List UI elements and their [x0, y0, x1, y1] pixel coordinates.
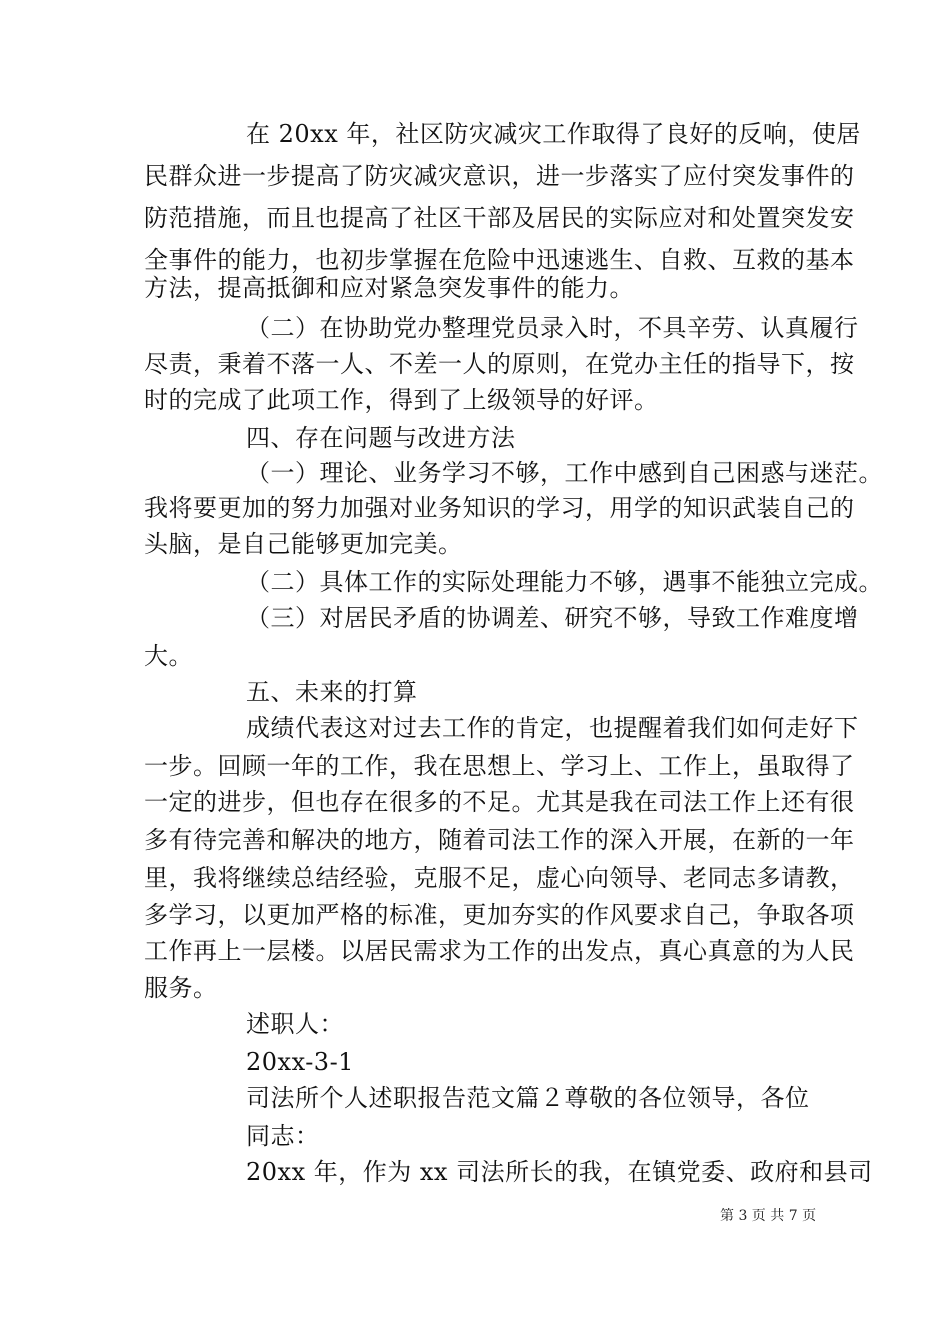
paragraph-line: 头脑，是自己能够更加完美。 — [144, 530, 463, 558]
paragraph-line: 一步。回顾一年的工作，我在思想上、学习上、工作上，虽取得了 — [144, 752, 855, 780]
paragraph-line: 尽责，秉着不落一人、不差一人的原则，在党办主任的指导下，按 — [144, 350, 855, 378]
paragraph-line: 多学习，以更加严格的标准，更加夯实的作风要求自己，争取各项 — [144, 901, 855, 929]
section-heading: 五、未来的打算 — [246, 678, 418, 706]
date-text: 20xx-3-1 — [246, 1048, 354, 1076]
signature-label: 述职人： — [246, 1010, 344, 1038]
paragraph-line: （二）具体工作的实际处理能力不够，遇事不能独立完成。 — [246, 568, 883, 596]
paragraph-line: 民群众进一步提高了防灾减灾意识，进一步落实了应付突发事件的 — [144, 162, 855, 190]
paragraph-line: 多有待完善和解决的地方，随着司法工作的深入开展，在新的一年 — [144, 826, 855, 854]
paragraph-line: 防范措施，而且也提高了社区干部及居民的实际应对和处置突发安 — [144, 204, 855, 232]
paragraph-line: 20xx 年，作为 xx 司法所长的我，在镇党委、政府和县司 — [246, 1158, 873, 1186]
paragraph-line: （二）在协助党办整理党员录入时，不具辛劳、认真履行 — [246, 314, 859, 342]
paragraph-line: 时的完成了此项工作，得到了上级领导的好评。 — [144, 386, 659, 414]
paragraph-line: 方法，提高抵御和应对紧急突发事件的能力。 — [144, 274, 634, 302]
paragraph-line: 里，我将继续总结经验，克服不足，虚心向领导、老同志多请教， — [144, 864, 855, 892]
paragraph-line: 一定的进步，但也存在很多的不足。尤其是我在司法工作上还有很 — [144, 788, 855, 816]
paragraph-line: 大。 — [144, 642, 193, 670]
paragraph-line: （三）对居民矛盾的协调差、研究不够，导致工作难度增 — [246, 604, 859, 632]
paragraph-line: （一）理论、业务学习不够，工作中感到自己困惑与迷茫。 — [246, 459, 883, 487]
paragraph-line: 工作再上一层楼。以居民需求为工作的出发点，真心真意的为人民 — [144, 937, 855, 965]
paragraph-line: 在 20xx 年，社区防灾减灾工作取得了良好的反响，使居 — [246, 120, 861, 148]
paragraph-line: 我将要更加的努力加强对业务知识的学习，用学的知识武装自己的 — [144, 494, 855, 522]
section-heading: 四、存在问题与改进方法 — [246, 424, 516, 452]
paragraph-line: 司法所个人述职报告范文篇２尊敬的各位领导，各位 — [246, 1084, 810, 1112]
paragraph-line: 全事件的能力，也初步掌握在危险中迅速逃生、自救、互救的基本 — [144, 246, 855, 274]
paragraph-line: 同志： — [246, 1122, 320, 1150]
paragraph-line: 服务。 — [144, 974, 218, 1002]
paragraph-line: 成绩代表这对过去工作的肯定，也提醒着我们如何走好下 — [246, 714, 859, 742]
page-number: 第 3 页 共 7 页 — [720, 1208, 817, 1224]
